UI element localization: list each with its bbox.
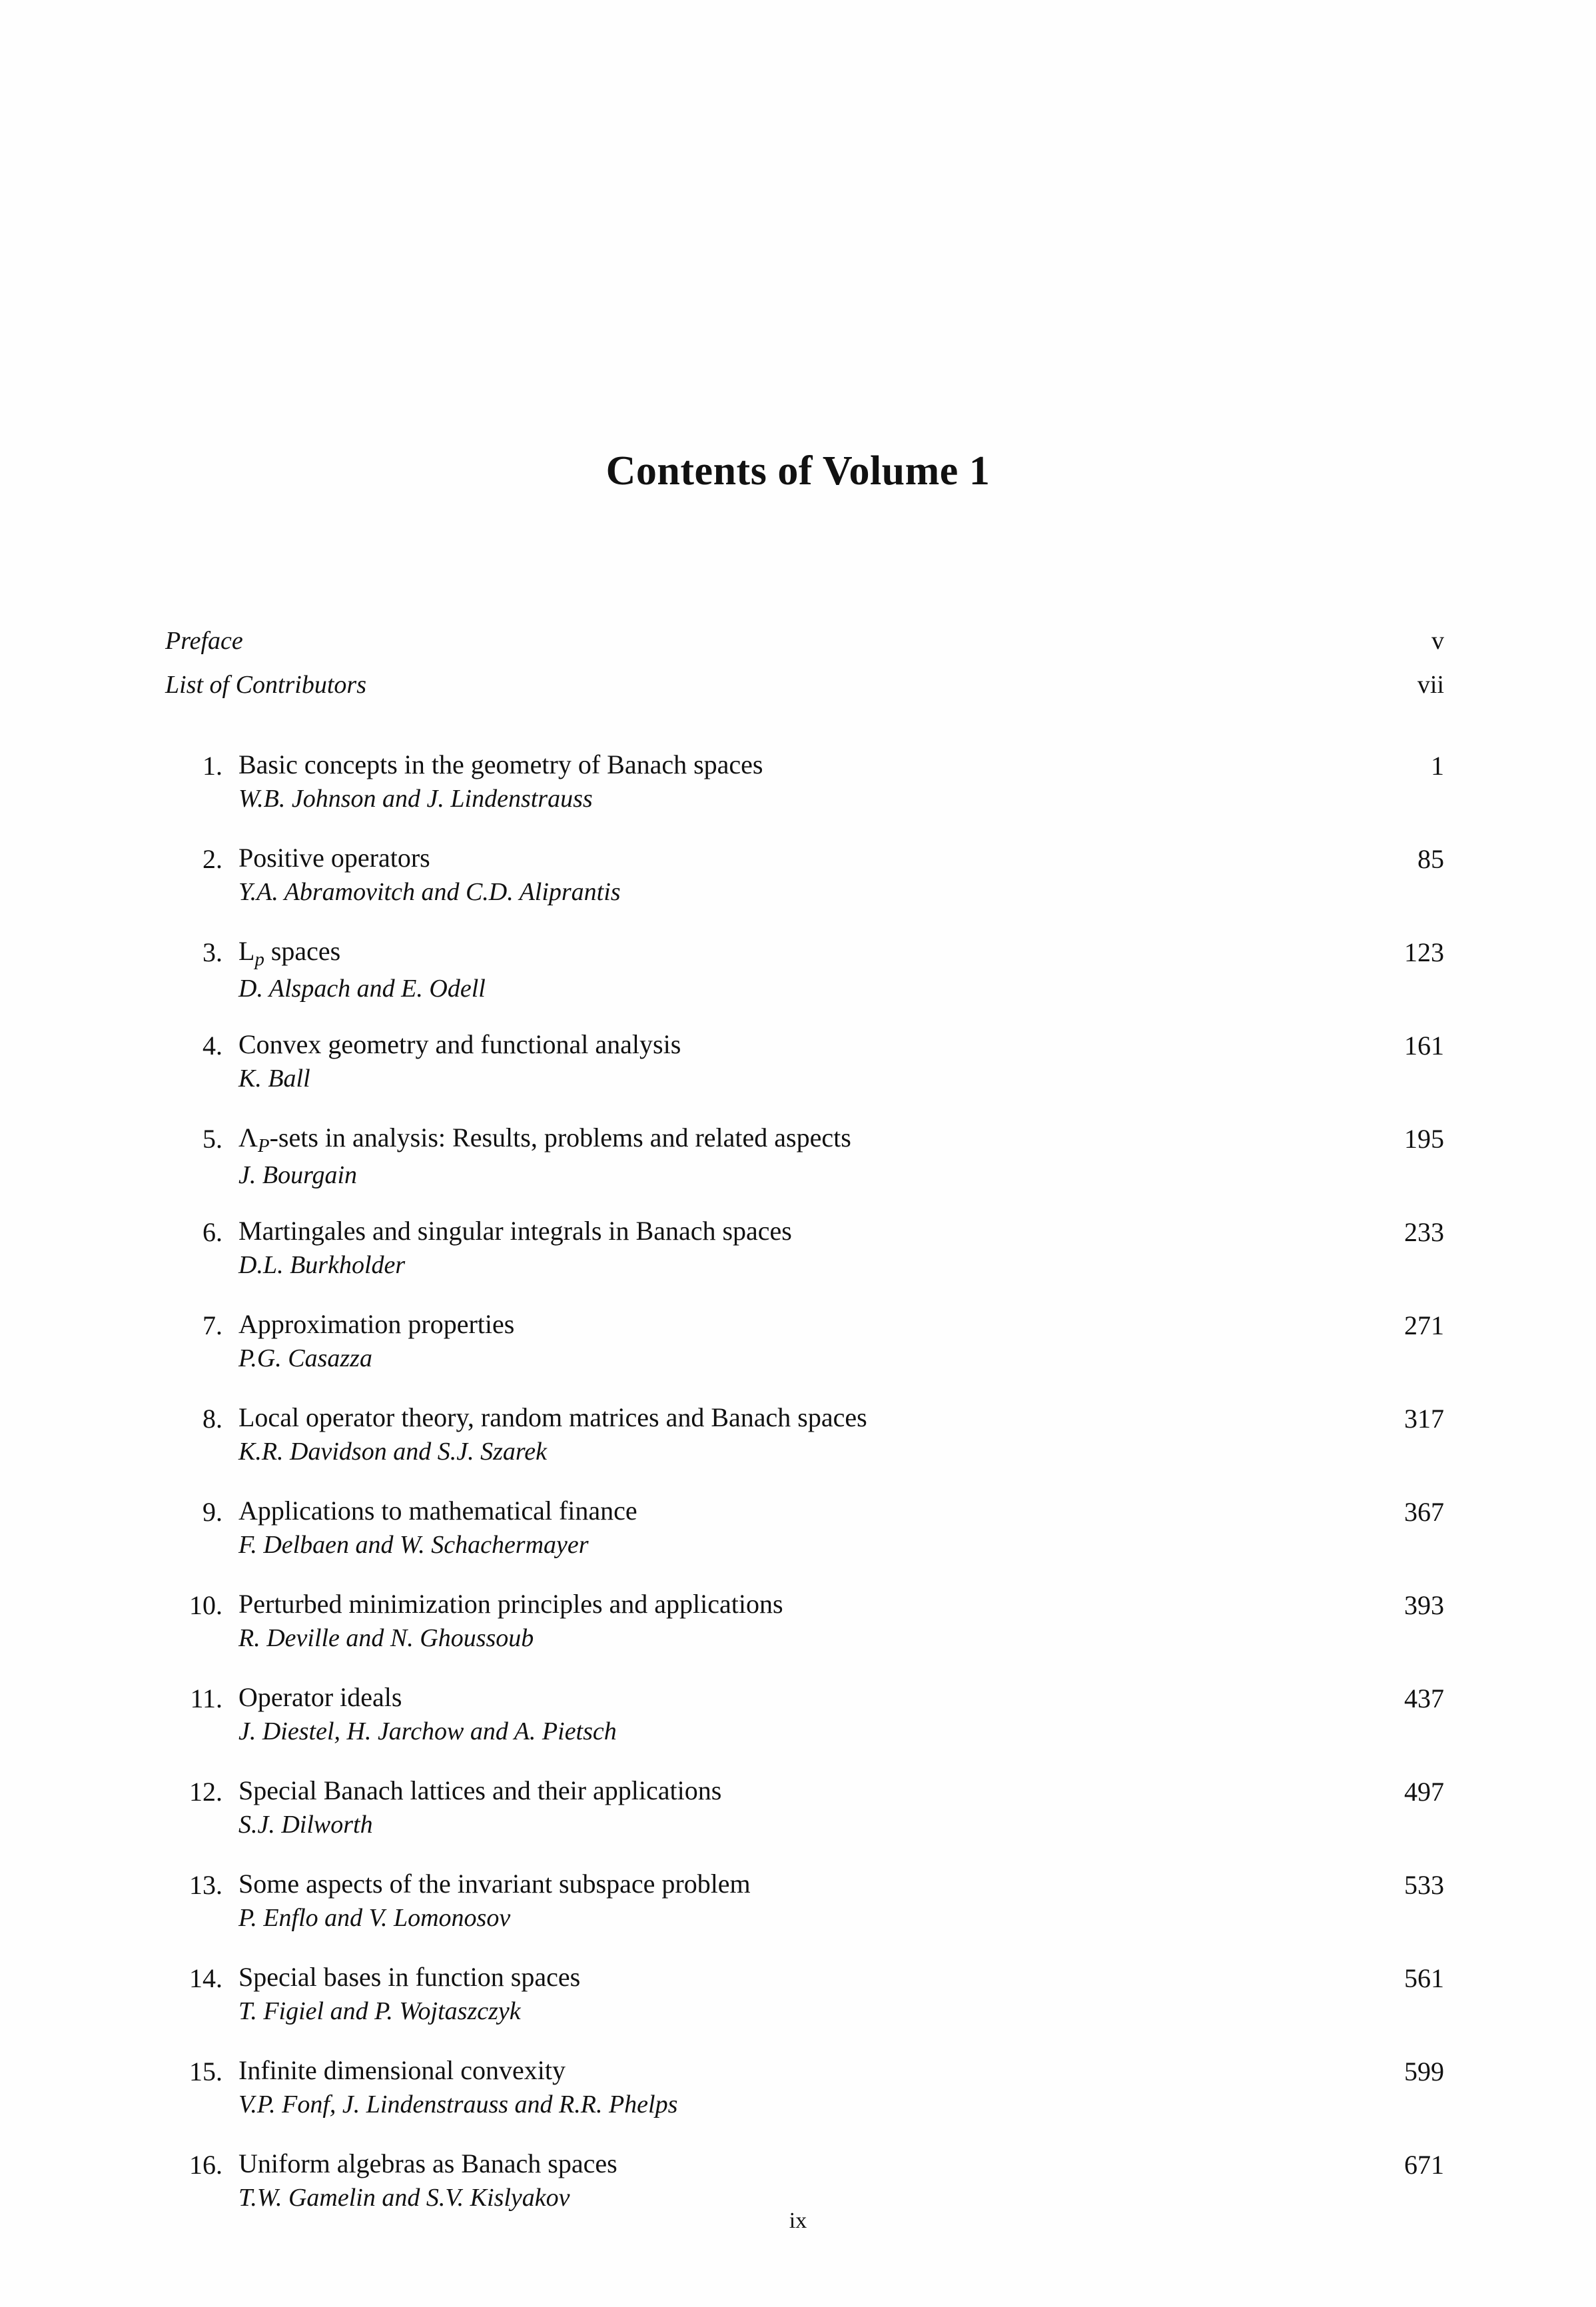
entry-page: 317 [1404,1404,1444,1434]
entry-title: Perturbed minimization principles and applications [238,1589,783,1619]
entry-number: 8. [202,1404,222,1434]
toc-entry[interactable] [165,1123,1444,1203]
entry-body [238,1496,1311,1560]
entry-page: 367 [1404,1497,1444,1527]
entry-title-subscript: p [254,949,264,971]
entry-title: Local operator theory, random matrices and Banach spaces [238,1402,867,1432]
entry-title: Convex geometry and functional analysis [238,1029,681,1059]
entry-title: Operator ideals [238,1682,402,1712]
entry-body [238,1776,1311,1840]
front-matter-page: vii [1417,671,1444,699]
entry-number: 5. [202,1124,222,1154]
entry-number: 16. [189,2150,222,2180]
entry-title-pre: L [238,936,255,966]
entry-page: 437 [1404,1683,1444,1713]
entry-authors: S.J. Dilworth [238,1810,373,1839]
toc-entry[interactable] [165,937,1444,1017]
toc-entry[interactable] [165,1590,1444,1669]
toc-entry[interactable] [165,1030,1444,1110]
entry-page: 497 [1404,1777,1444,1807]
entry-authors: Y.A. Abramovitch and C.D. Aliprantis [238,877,621,906]
entry-number: 3. [202,937,222,967]
toc-entry[interactable] [165,1869,1444,1949]
entry-title: Some aspects of the invariant subspace problem [238,1869,751,1899]
entry-title: Approximation properties [238,1309,515,1339]
entry-authors: T. Figiel and P. Wojtaszczyk [238,1997,521,2025]
entry-authors: R. Deville and N. Ghoussoub [238,1623,534,1652]
entry-title-post: -sets in analysis: Results, problems and related aspects [269,1123,851,1153]
entry-authors: F. Delbaen and W. Schachermayer [238,1530,589,1559]
entry-body [238,1123,1311,1191]
toc-entry[interactable] [165,750,1444,830]
entry-body [238,1590,1311,1653]
entry-title: Uniform algebras as Banach spaces [238,2148,617,2178]
entry-title: Basic concepts in the geometry of Banach spaces [238,749,763,779]
entry-authors: D.L. Burkholder [238,1250,406,1279]
entry-page: 393 [1404,1590,1444,1620]
toc-entry[interactable] [165,1963,1444,2043]
entry-title: Applications to mathematical finance [238,1496,637,1526]
entry-number: 9. [202,1497,222,1527]
front-matter-row[interactable] [165,670,1444,714]
front-matter-page: v [1431,627,1444,655]
toc-entry[interactable] [165,843,1444,923]
entry-body [238,1030,1311,1094]
entry-page: 599 [1404,2057,1444,2086]
entry-page: 271 [1404,1310,1444,1340]
toc-entry[interactable] [165,1683,1444,1763]
section-spacer [165,714,1444,750]
entry-body [238,1963,1311,2027]
entry-title [238,1123,1311,1156]
entry-number: 10. [189,1590,222,1620]
entry-authors: K. Ball [238,1064,310,1093]
entry-number: 4. [202,1031,222,1061]
entry-body [238,2056,1311,2120]
entry-page: 561 [1404,1963,1444,1993]
entry-number: 14. [189,1963,222,1993]
entry-number: 1. [202,751,222,781]
entry-body [238,1683,1311,1747]
entry-body [238,750,1311,814]
entry-page: 161 [1404,1031,1444,1061]
entry-number: 13. [189,1870,222,1900]
toc-entry[interactable] [165,1496,1444,1576]
entry-body [238,1310,1311,1374]
page-folio: ix [789,2208,807,2233]
entry-page: 123 [1404,937,1444,967]
entry-body [238,937,1311,1005]
entry-authors: J. Bourgain [238,1161,358,1190]
toc-entry[interactable] [165,2056,1444,2136]
front-matter-row[interactable] [165,626,1444,670]
entry-title: Infinite dimensional convexity [238,2055,566,2085]
entry-title: Positive operators [238,843,430,873]
entry-number: 15. [189,2057,222,2086]
entry-body [238,1403,1311,1467]
entry-number: 12. [189,1777,222,1807]
entry-number: 6. [202,1217,222,1247]
entry-body [238,843,1311,907]
entry-authors: P.G. Casazza [238,1344,372,1372]
front-matter-label: Preface [165,627,243,655]
entry-page: 85 [1417,844,1444,874]
entry-body [238,1869,1311,1933]
table-of-contents [165,626,1444,2242]
toc-entry[interactable] [165,1310,1444,1390]
entry-authors: K.R. Davidson and S.J. Szarek [238,1437,547,1466]
entry-number: 2. [202,844,222,874]
entry-title: Special Banach lattices and their applications [238,1775,722,1805]
entry-title [238,937,1311,970]
entry-number: 7. [202,1310,222,1340]
entry-page: 671 [1404,2150,1444,2180]
entry-page: 1 [1431,751,1444,781]
toc-entry[interactable] [165,1403,1444,1483]
toc-entry[interactable] [165,1776,1444,1856]
entry-title-subscript: P [258,1135,270,1157]
entry-number: 11. [190,1683,222,1713]
entry-title: Martingales and singular integrals in Banach spaces [238,1216,792,1246]
entry-page: 195 [1404,1124,1444,1154]
entry-title-pre: Λ [238,1123,258,1153]
entry-page: 233 [1404,1217,1444,1247]
entry-title-post: spaces [264,936,341,966]
toc-entry[interactable] [165,1216,1444,1296]
entry-authors: W.B. Johnson and J. Lindenstrauss [238,784,593,813]
page-title: Contents of Volume 1 [605,448,991,494]
entry-body [238,2149,1311,2213]
entry-page: 533 [1404,1870,1444,1900]
entry-authors: J. Diestel, H. Jarchow and A. Pietsch [238,1717,617,1745]
entry-authors: V.P. Fonf, J. Lindenstrauss and R.R. Phelps [238,2090,678,2118]
entry-body [238,1216,1311,1280]
entry-authors: P. Enflo and V. Lomonosov [238,1903,511,1932]
entry-authors: D. Alspach and E. Odell [238,975,486,1003]
entry-authors: T.W. Gamelin and S.V. Kislyakov [238,2183,570,2212]
entry-title: Special bases in function spaces [238,1962,581,1992]
front-matter-label: List of Contributors [165,671,366,699]
